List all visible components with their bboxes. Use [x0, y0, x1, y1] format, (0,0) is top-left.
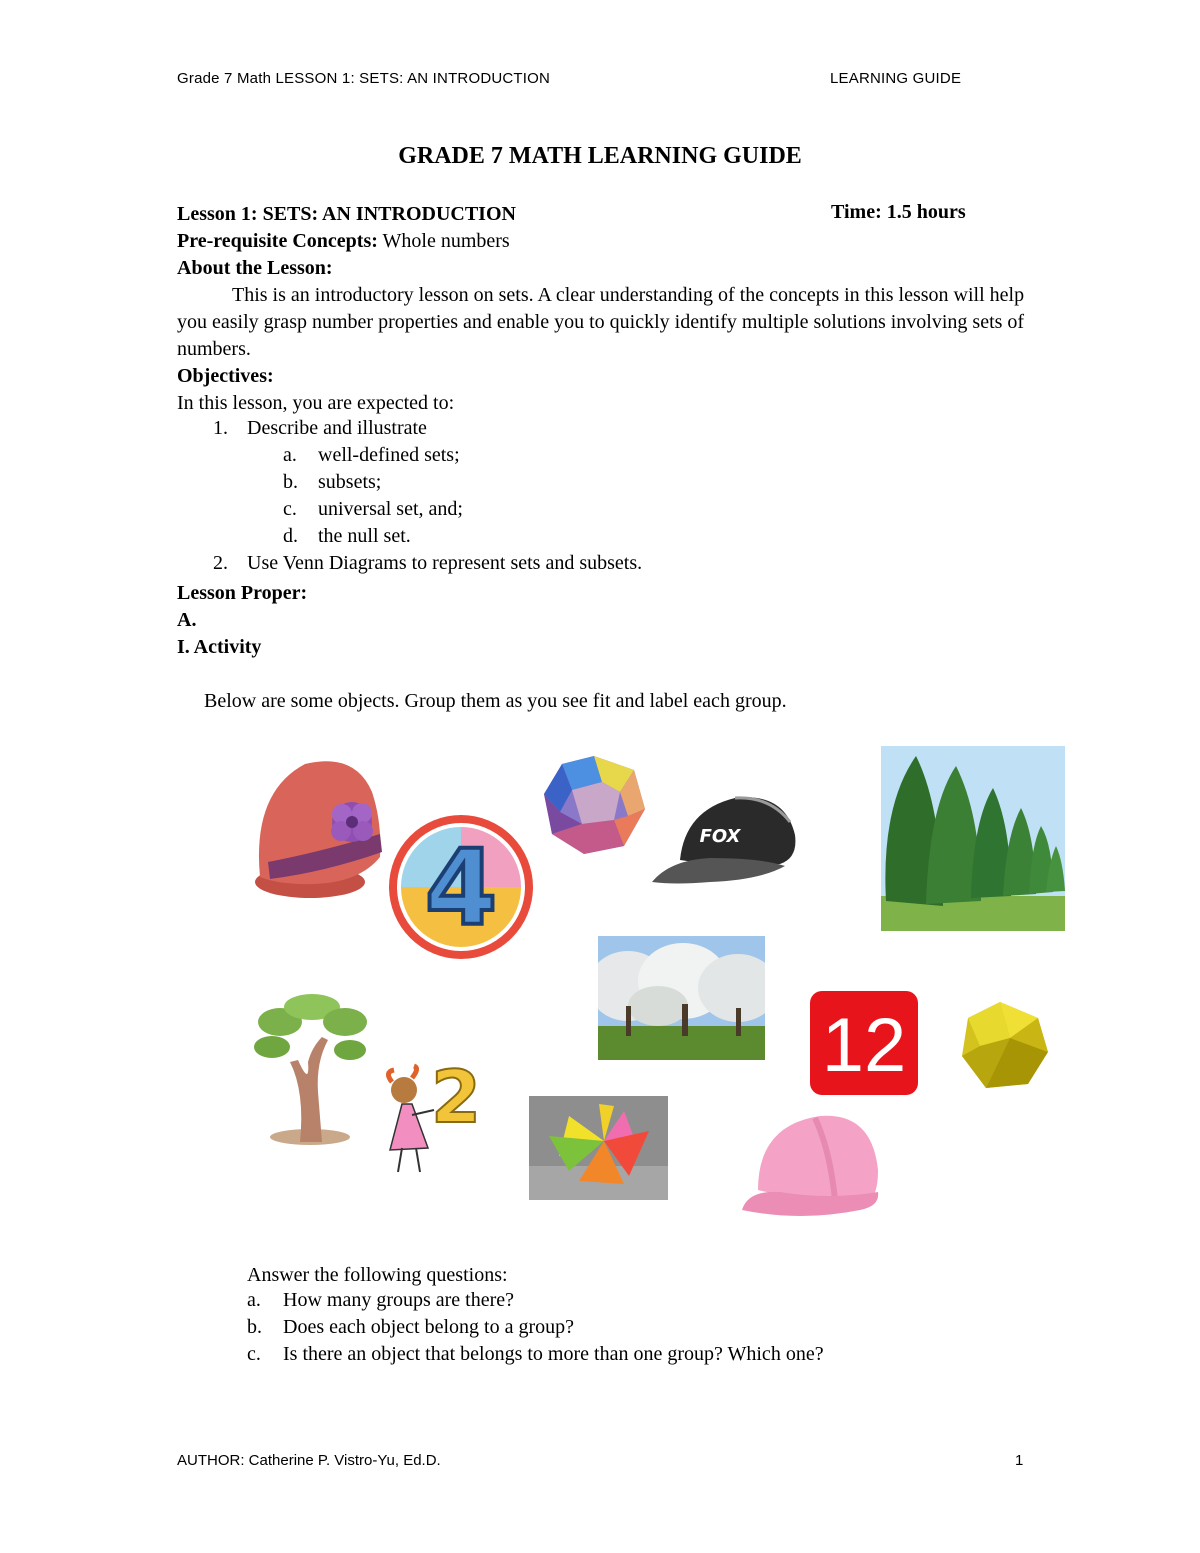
running-header-left: Grade 7 Math LESSON 1: SETS: AN INTRODUCTION — [177, 70, 551, 87]
activity-instruction: Below are some objects. Group them as you see fit and label each group. — [204, 690, 787, 712]
questions-intro: Answer the following questions: — [247, 1264, 508, 1286]
prerequisite-line — [177, 228, 510, 255]
pink-hard-hat-image — [740, 1110, 885, 1225]
blossom-orchard-image — [598, 936, 765, 1060]
number-four-glyph: 4 — [424, 827, 498, 949]
subobjective-letter: d. — [283, 525, 298, 547]
about-text: This is an introductory lesson on sets. A clear understanding of the concepts in this lesson will help you easily grasp number properties and enable you to quickly identify multiple solutions involving sets of numbers. — [177, 284, 1025, 360]
cap-logo-text: FOX — [699, 826, 741, 847]
baseball-cap-image — [650, 790, 800, 890]
paper-star-polyhedron-image — [529, 1096, 668, 1200]
objectives-heading: Objectives: — [177, 365, 274, 387]
question-letter: c. — [247, 1343, 261, 1365]
lesson-part-label: A. — [177, 609, 197, 631]
objectives-intro: In this lesson, you are expected to: — [177, 392, 455, 414]
question-letter: a. — [247, 1289, 261, 1311]
prerequisite-label: Pre-requisite Concepts: — [177, 230, 378, 252]
evergreen-trees-image — [881, 746, 1065, 931]
author-footer: AUTHOR: Catherine P. Vistro-Yu, Ed.D. — [177, 1452, 441, 1469]
lesson-proper-heading: Lesson Proper: — [177, 582, 308, 604]
subobjective-letter: b. — [283, 471, 298, 493]
objective-number: 2. — [213, 552, 228, 574]
subobjective-text: well-defined sets; — [318, 444, 460, 466]
objective-text: Use Venn Diagrams to represent sets and subsets. — [247, 552, 643, 574]
subobjective-letter: c. — [283, 498, 297, 520]
knit-hat-image — [240, 752, 385, 907]
subobjective-text: subsets; — [318, 471, 382, 493]
lesson-time: Time: 1.5 hours — [831, 201, 966, 223]
subobjective-text: the null set. — [318, 525, 411, 547]
running-header-right: LEARNING GUIDE — [830, 70, 962, 87]
objective-number: 1. — [213, 417, 228, 439]
cartoon-tree-image — [250, 992, 370, 1152]
colored-polyhedron-image — [542, 754, 647, 856]
about-paragraph — [177, 282, 1027, 363]
question-letter: b. — [247, 1316, 262, 1338]
activity-heading: I. Activity — [177, 636, 262, 658]
question-text: Does each object belong to a group? — [283, 1316, 575, 1338]
objective-text: Describe and illustrate — [247, 417, 427, 439]
page-number: 1 — [1015, 1452, 1024, 1469]
question-text: How many groups are there? — [283, 1289, 515, 1311]
yellow-icosahedron-image — [960, 1000, 1050, 1090]
subobjective-text: universal set, and; — [318, 498, 463, 520]
girl-with-number-two-image — [384, 1060, 489, 1180]
lesson-label: Lesson 1: SETS: AN INTRODUCTION — [177, 203, 516, 225]
number-four-image — [386, 812, 536, 962]
question-text: Is there an object that belongs to more than one group? Which one? — [283, 1343, 824, 1365]
page-title: GRADE 7 MATH LEARNING GUIDE — [398, 143, 802, 169]
number-two-glyph: 2 — [430, 1060, 482, 1139]
about-heading: About the Lesson: — [177, 257, 333, 279]
number-twelve-glyph: 12 — [821, 1003, 907, 1088]
number-twelve-image — [810, 991, 918, 1095]
subobjective-letter: a. — [283, 444, 297, 466]
prerequisite-value: Whole numbers — [377, 230, 510, 252]
